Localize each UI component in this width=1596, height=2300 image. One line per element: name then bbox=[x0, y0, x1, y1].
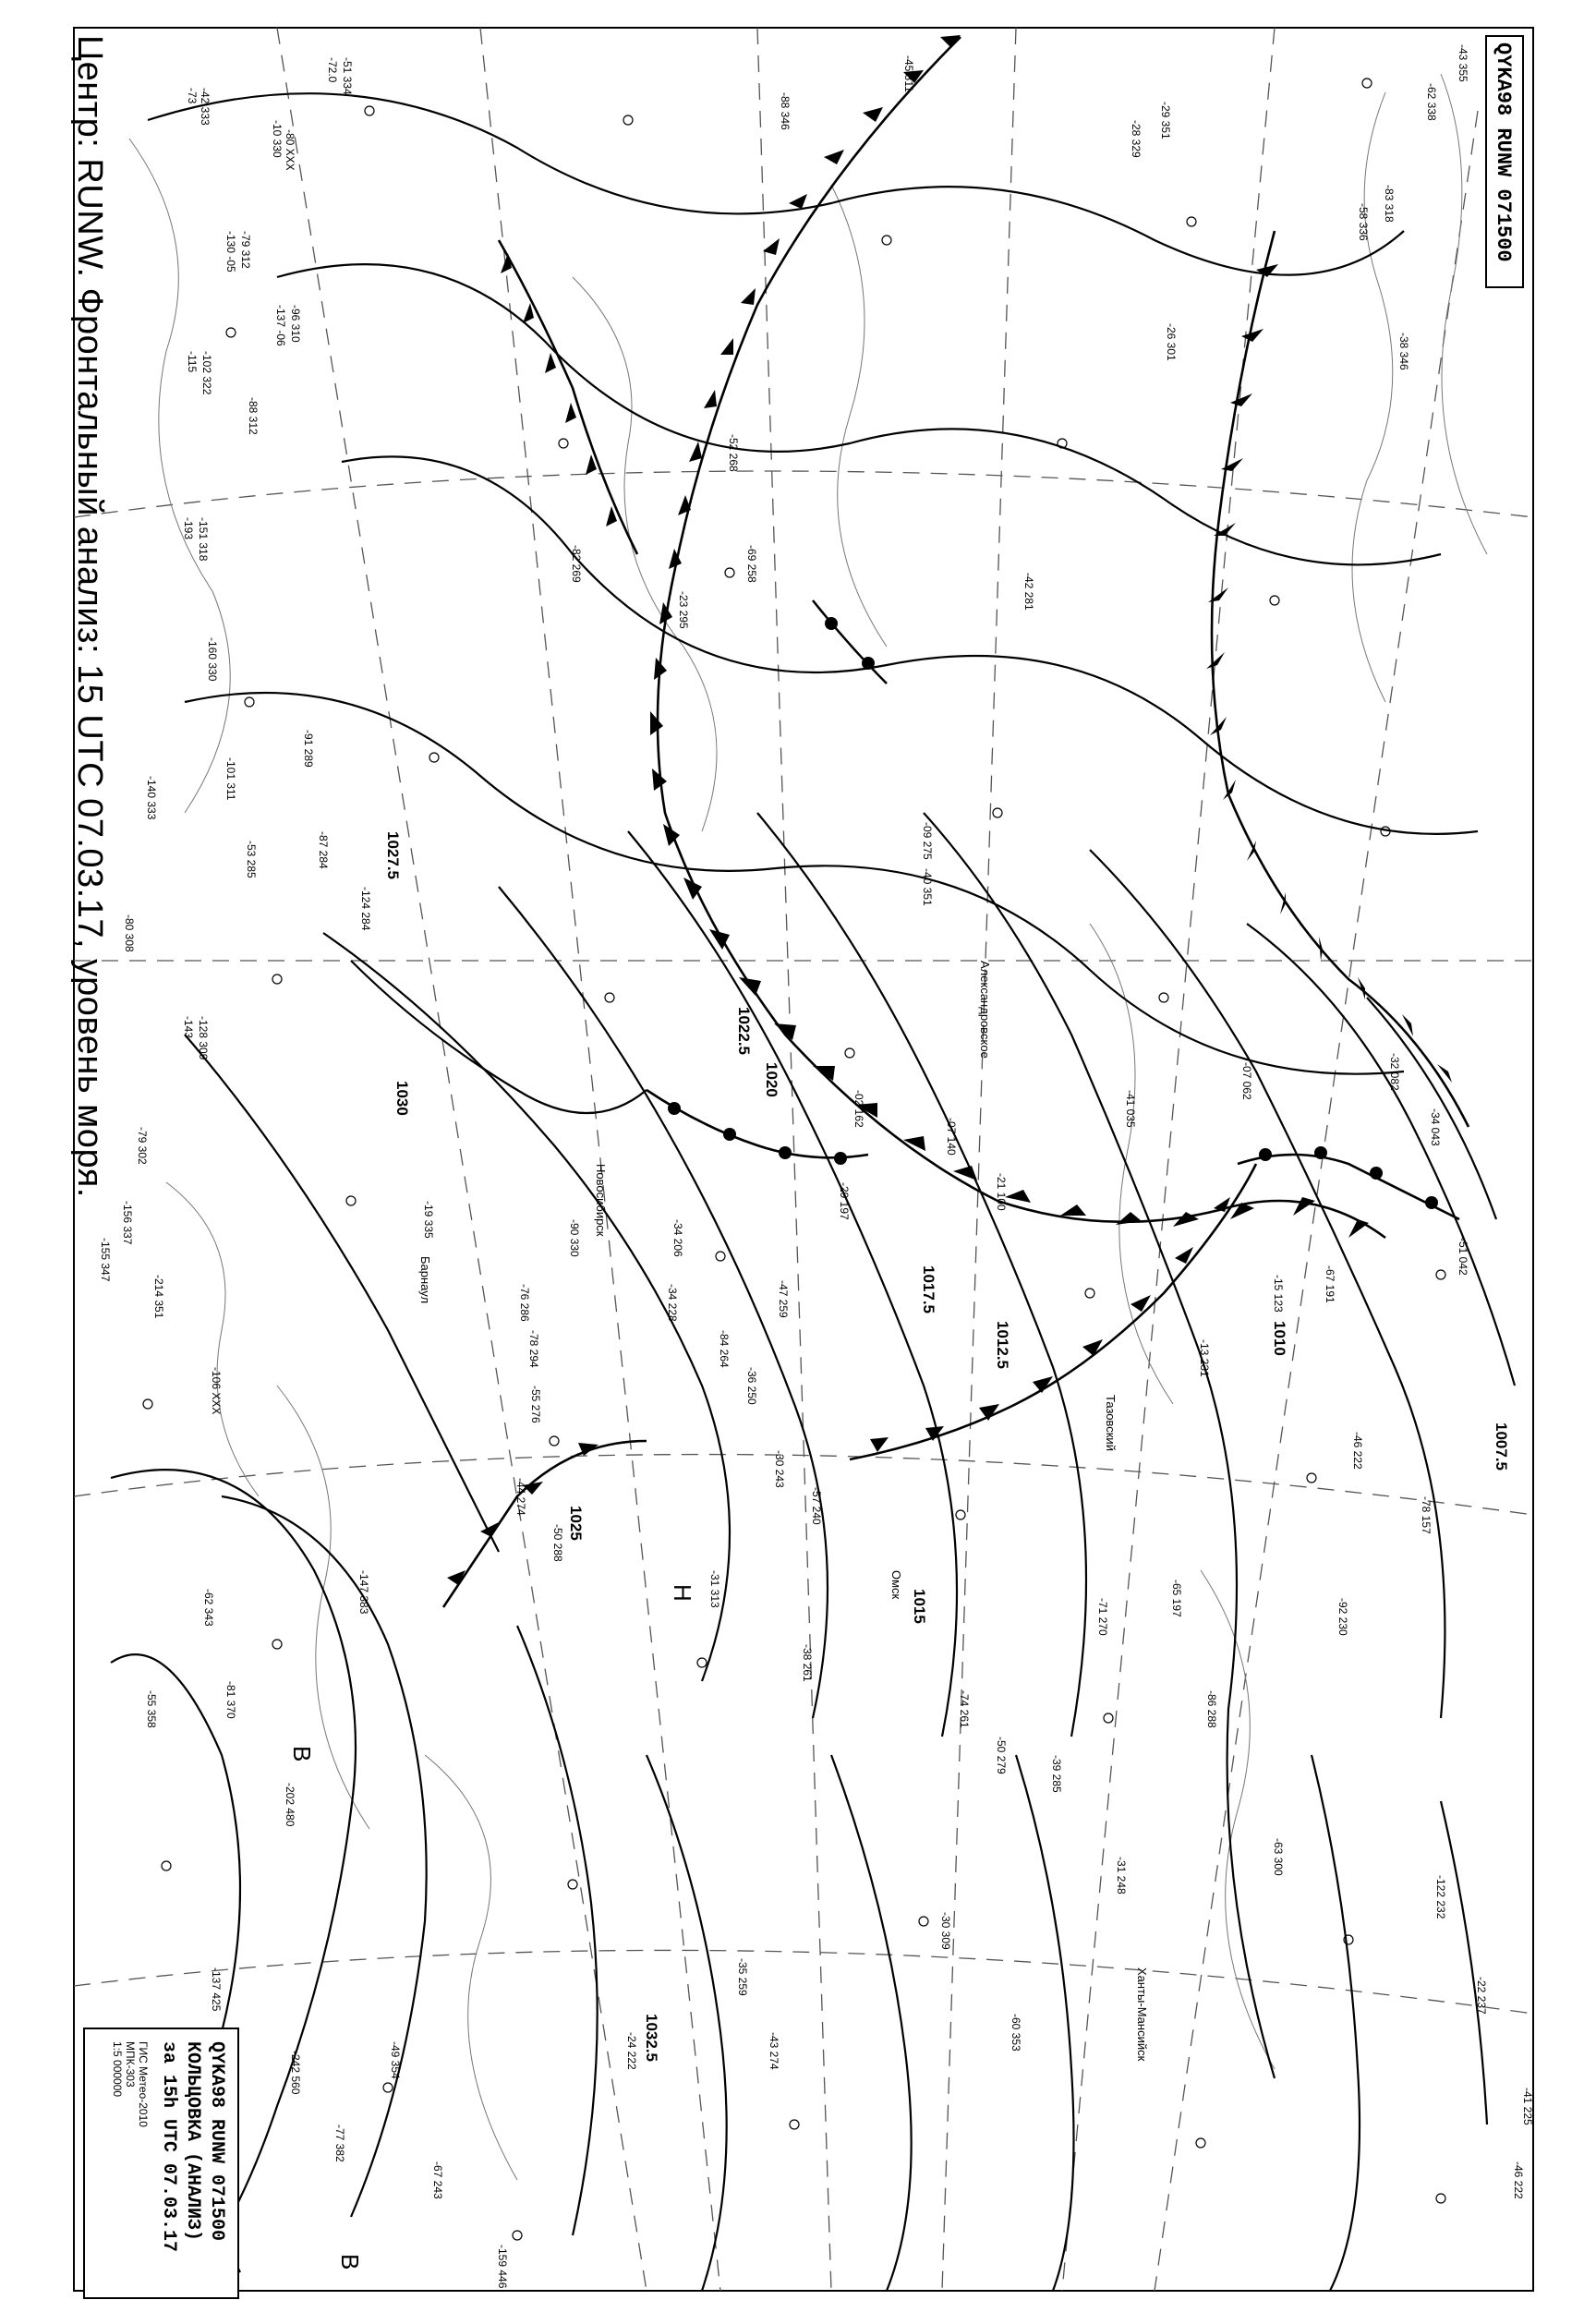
station-label: -106 XXX bbox=[210, 1367, 223, 1415]
station-label: -34 043 bbox=[1429, 1108, 1442, 1146]
station-label: -47 259 bbox=[777, 1280, 790, 1318]
station-label: -214 351 bbox=[152, 1275, 165, 1319]
map-title: Центр: RUNW. Фронтальный анализ: 15 UTC 07.03.17, уровень моря. bbox=[70, 35, 109, 1198]
station-label: -28 329 bbox=[1130, 120, 1143, 158]
station-label: -26 301 bbox=[1165, 323, 1178, 361]
station-label: -87 284 bbox=[317, 831, 330, 869]
isobar-label: 1032.5 bbox=[643, 2014, 660, 2062]
pressure-centers bbox=[288, 1584, 696, 2270]
station-label: -42 333 bbox=[199, 88, 212, 126]
station-label: -130 -05 bbox=[224, 231, 237, 272]
station-label: -63 300 bbox=[1272, 1838, 1285, 1876]
isobar-label: 1007.5 bbox=[1493, 1422, 1510, 1471]
station-label: -35 259 bbox=[736, 1958, 749, 1996]
front-triangles bbox=[447, 35, 1452, 1585]
station-label: -29 351 bbox=[1159, 102, 1172, 139]
header-code: QYKA98 RUNW 071500 bbox=[1492, 42, 1515, 262]
graticule bbox=[74, 28, 1533, 2291]
station-label: -31 248 bbox=[1115, 1857, 1128, 1894]
station-label: -53 285 bbox=[245, 841, 258, 878]
station-label: -81 370 bbox=[224, 1681, 237, 1719]
station-label: -76 286 bbox=[518, 1284, 531, 1322]
station-label: -151 318 bbox=[197, 517, 210, 562]
station-label: -15 123 bbox=[1272, 1275, 1285, 1313]
station-label: -147 383 bbox=[357, 1570, 370, 1615]
station-label: -124 284 bbox=[359, 887, 372, 931]
isobar-label: 1015 bbox=[911, 1589, 928, 1624]
station-label: -88 312 bbox=[247, 397, 260, 435]
station-label: -29 197 bbox=[838, 1182, 851, 1220]
station-label: -155 347 bbox=[99, 1238, 112, 1282]
station-label: -10 330 bbox=[271, 120, 284, 158]
station-label: -122 232 bbox=[1434, 1875, 1447, 1919]
station-label: -38 261 bbox=[801, 1644, 814, 1682]
station-label: -52 268 bbox=[727, 434, 740, 472]
station-label: -137 425 bbox=[210, 1967, 223, 2012]
station-label: -58 336 bbox=[1357, 203, 1370, 241]
station-label: -73 bbox=[186, 88, 199, 104]
station-label: -09 275 bbox=[921, 822, 934, 860]
station-label: -21 100 bbox=[995, 1173, 1008, 1211]
station-label: -90 330 bbox=[568, 1219, 581, 1257]
isobar-label: 1020 bbox=[763, 1062, 780, 1097]
station-label: -101 311 bbox=[224, 757, 237, 801]
station-label: -41 035 bbox=[1124, 1090, 1137, 1128]
map-frame bbox=[74, 28, 1533, 2291]
station-label: -83 318 bbox=[1383, 185, 1396, 223]
station-labels bbox=[99, 44, 1534, 2289]
place-name: Омск bbox=[889, 1570, 903, 1600]
station-label: -34 206 bbox=[671, 1219, 684, 1257]
station-label: -07 140 bbox=[945, 1118, 958, 1156]
station-label: -62 343 bbox=[202, 1589, 215, 1627]
station-label: -67 191 bbox=[1324, 1265, 1336, 1303]
high-pressure-marker: В bbox=[288, 1746, 316, 1762]
station-label: -45 311 bbox=[902, 55, 915, 92]
station-label: -40 351 bbox=[921, 868, 934, 906]
station-label: -51 334 bbox=[341, 57, 354, 95]
station-label: -77 382 bbox=[333, 2124, 346, 2162]
legend-code: QYKA98 RUNW 071500 bbox=[206, 2041, 227, 2242]
place-name: Тазовский bbox=[1104, 1395, 1118, 1451]
station-label: -79 312 bbox=[239, 231, 252, 269]
station-label: -13 231 bbox=[1198, 1339, 1211, 1377]
station-label: -92 230 bbox=[1336, 1598, 1349, 1636]
station-label: -42 281 bbox=[1022, 573, 1035, 611]
station-label: -82 269 bbox=[570, 545, 583, 583]
station-label: -62 338 bbox=[1425, 83, 1438, 121]
station-label: -159 446 bbox=[496, 2245, 509, 2289]
station-label: -102 322 bbox=[200, 351, 213, 395]
station-label: -96 310 bbox=[289, 305, 302, 343]
station-label: -60 353 bbox=[1010, 2014, 1022, 2052]
station-label: -24 222 bbox=[625, 2032, 638, 2070]
station-label: -46 222 bbox=[1512, 2161, 1525, 2199]
station-label: -72.0 bbox=[326, 57, 339, 83]
legend-complex: МПК-303 bbox=[124, 2041, 137, 2088]
station-label: -43 274 bbox=[768, 2032, 780, 2070]
station-label: -86 288 bbox=[1205, 1690, 1218, 1728]
station-label: -34 228 bbox=[666, 1284, 679, 1322]
station-label: -43 355 bbox=[1457, 44, 1469, 82]
station-label: -115 bbox=[186, 351, 199, 373]
station-label: -30 309 bbox=[939, 1912, 952, 1950]
station-label: -242 560 bbox=[289, 2051, 302, 2095]
station-label: -39 285 bbox=[1050, 1755, 1063, 1793]
station-label: -30 243 bbox=[773, 1450, 786, 1488]
station-label: -67 243 bbox=[431, 2161, 444, 2199]
station-label: -193 bbox=[182, 517, 195, 540]
station-label: -143 bbox=[182, 1016, 195, 1039]
station-label: -22 237 bbox=[1475, 1977, 1488, 2015]
station-label: -79 302 bbox=[136, 1127, 149, 1165]
station-label: -71 270 bbox=[1096, 1598, 1109, 1636]
station-label: -65 197 bbox=[1170, 1580, 1183, 1617]
station-label: -57 240 bbox=[810, 1487, 823, 1525]
place-name: Новосибирск bbox=[594, 1164, 608, 1237]
station-label: -50 288 bbox=[551, 1524, 564, 1562]
station-label: -49 354 bbox=[389, 2041, 402, 2079]
isobars bbox=[111, 93, 1515, 2291]
station-label: -160 330 bbox=[206, 637, 219, 682]
station-label: -31 313 bbox=[708, 1570, 721, 1608]
station-label: -02 162 bbox=[852, 1090, 865, 1128]
station-label: -55 358 bbox=[145, 1690, 158, 1728]
station-label: -202 480 bbox=[284, 1783, 296, 1827]
legend-time: за 15h UTC 07.03.17 bbox=[158, 2041, 179, 2253]
station-label: -23 295 bbox=[677, 591, 690, 629]
isobar-label: 1012.5 bbox=[994, 1321, 1011, 1369]
isobar-labels bbox=[384, 831, 1510, 2062]
station-label: -88 346 bbox=[779, 92, 792, 130]
station-label: -38 346 bbox=[1397, 333, 1410, 370]
station-label: -74 261 bbox=[958, 1690, 971, 1728]
isobar-label: 1030 bbox=[393, 1081, 411, 1116]
isobar-label: 1022.5 bbox=[735, 1007, 753, 1055]
legend-scale: 1:5 000000 bbox=[111, 2041, 124, 2098]
legend-software: ГИС Метео-2010 bbox=[137, 2041, 150, 2127]
station-label: -19 335 bbox=[422, 1201, 435, 1239]
station-label: -69 258 bbox=[745, 545, 758, 583]
low-pressure-marker: Н bbox=[669, 1584, 696, 1602]
place-name: Ханты-Мансийск bbox=[1135, 1967, 1149, 2062]
isobar-label: 1010 bbox=[1271, 1321, 1288, 1356]
place-name: Барнаул bbox=[418, 1256, 432, 1304]
station-label: -78 294 bbox=[527, 1330, 540, 1368]
station-label: -46 222 bbox=[1351, 1432, 1364, 1470]
legend-station: КОЛЬЦОВКА (АНАЛИЗ) bbox=[182, 2041, 203, 2242]
station-label: -80 308 bbox=[123, 914, 136, 952]
station-label: -32 082 bbox=[1388, 1053, 1401, 1091]
station-label: -80 XXX bbox=[284, 129, 296, 171]
station-label: -78 157 bbox=[1420, 1496, 1433, 1534]
station-label: -36 250 bbox=[745, 1367, 758, 1405]
station-label: -140 333 bbox=[145, 776, 158, 820]
station-label: -156 337 bbox=[121, 1201, 134, 1245]
station-label: -91 289 bbox=[302, 730, 315, 768]
place-name: Александровское bbox=[978, 961, 992, 1059]
station-label: -07 062 bbox=[1240, 1062, 1253, 1100]
station-label: -128 309 bbox=[197, 1016, 210, 1060]
station-label: -51 042 bbox=[1457, 1238, 1469, 1276]
high-pressure-marker: В bbox=[336, 2254, 364, 2270]
station-label: -55 276 bbox=[529, 1386, 542, 1423]
station-label: -44 274 bbox=[514, 1478, 527, 1516]
warm-fronts bbox=[647, 600, 1459, 1219]
isobar-label: 1025 bbox=[567, 1506, 585, 1541]
station-label: -50 279 bbox=[995, 1737, 1008, 1774]
warm-front-bumps bbox=[668, 617, 1438, 1209]
isobar-label: 1017.5 bbox=[920, 1265, 937, 1313]
isobar-label: 1027.5 bbox=[384, 831, 402, 879]
station-label: -137 -06 bbox=[274, 305, 287, 346]
station-label: -41 225 bbox=[1521, 2088, 1534, 2125]
station-label: -84 264 bbox=[718, 1330, 731, 1368]
